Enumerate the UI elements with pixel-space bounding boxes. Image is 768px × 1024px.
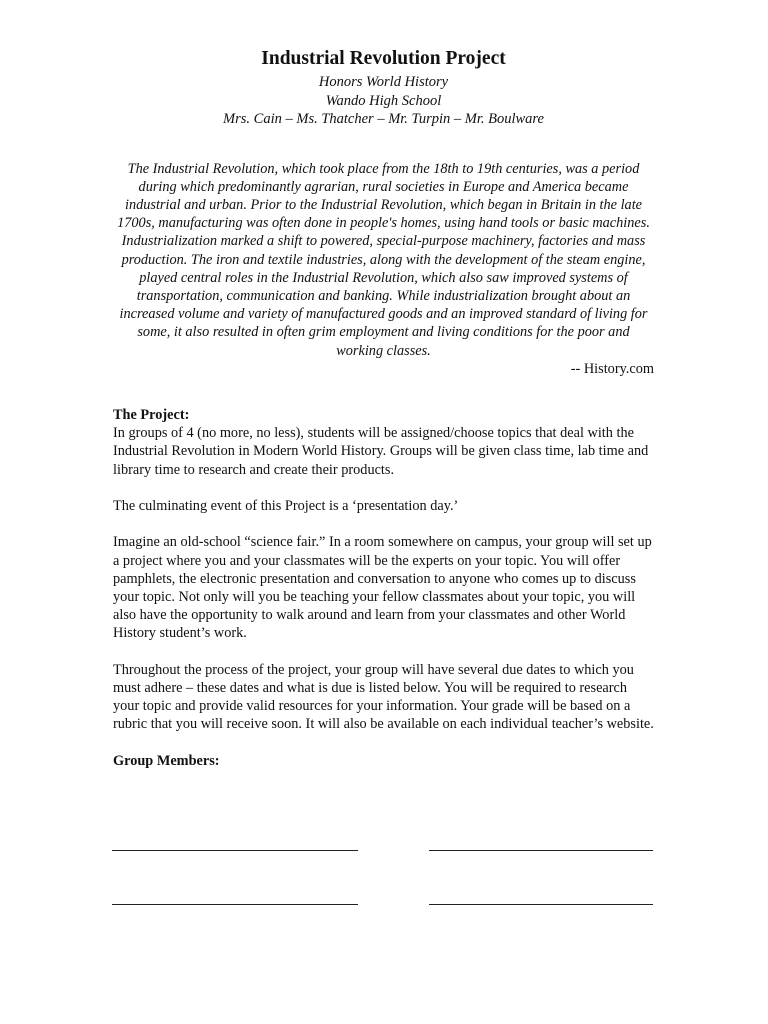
project-paragraph-groups: In groups of 4 (no more, no less), students will be assigned/choose topics that deal with the Industrial Revolution in Modern World History. Groups will be given class time, lab time and library time to research and create their products. (113, 425, 649, 478)
group-member-line-4 (429, 904, 653, 905)
school-name: Wando High School (325, 92, 442, 109)
group-member-line-2 (429, 850, 653, 851)
project-paragraph-due-dates: Throughout the process of the project, your group will have several due dates to which you must adhere – these dates and what is due is listed below. You will be required to research your topic and provide valid resources for your information. Your grade will be based on a rubric that you will receive soon. It will also be available on each individual teacher’s website. (113, 661, 654, 733)
quote-attribution: -- History.com (570, 360, 654, 377)
group-members-heading: Group Members: (113, 752, 220, 769)
group-member-line-1 (112, 850, 358, 851)
teacher-names: Mrs. Cain – Ms. Thatcher – Mr. Turpin – Mr. Boulware (223, 111, 544, 127)
document-title: Industrial Revolution Project (261, 48, 506, 69)
document-header (113, 46, 654, 129)
project-paragraph-science-fair: Imagine an old-school “science fair.” In a room somewhere on campus, your group will set up a project where you and your classmates will be the experts on your topic. You will offer pamphlets, the electronic presentation and conversation to anyone who comes up to discuss your topic. Not only will you be teaching your fellow classmates about your topic, you will also have the opportunity to walk around and learn from your classmates and other World History student’s work. (113, 534, 652, 642)
intro-quote (113, 160, 654, 378)
project-paragraph-presentation-day: The culminating event of this Project is a ‘presentation day.’ (113, 497, 459, 514)
quote-text: The Industrial Revolution, which took place from the 18th to 19th centuries, was a period during which predominantly agrarian, rural societies in Europe and America became industrial and urban. Prior to the Industrial Revolution, which began in Britain in the late 1700s, manufacturing was often done in people's homes, using hand tools or basic machines. Industrialization marked a shift to powered, special-purpose machinery, factories and mass production. The iron and textile industries, along with the development of the steam engine, played central roles in the Industrial Revolution, which also saw improved systems of transportation, communication and banking. While industrialization brought about an increased volume and variety of manufactured goods and an improved standard of living for some, it also resulted in often grim employment and living conditions for the poor and working classes. (117, 160, 650, 359)
project-heading: The Project: (113, 406, 190, 423)
group-member-line-3 (112, 904, 358, 905)
project-section (113, 406, 654, 770)
course-name: Honors World History (318, 74, 449, 90)
